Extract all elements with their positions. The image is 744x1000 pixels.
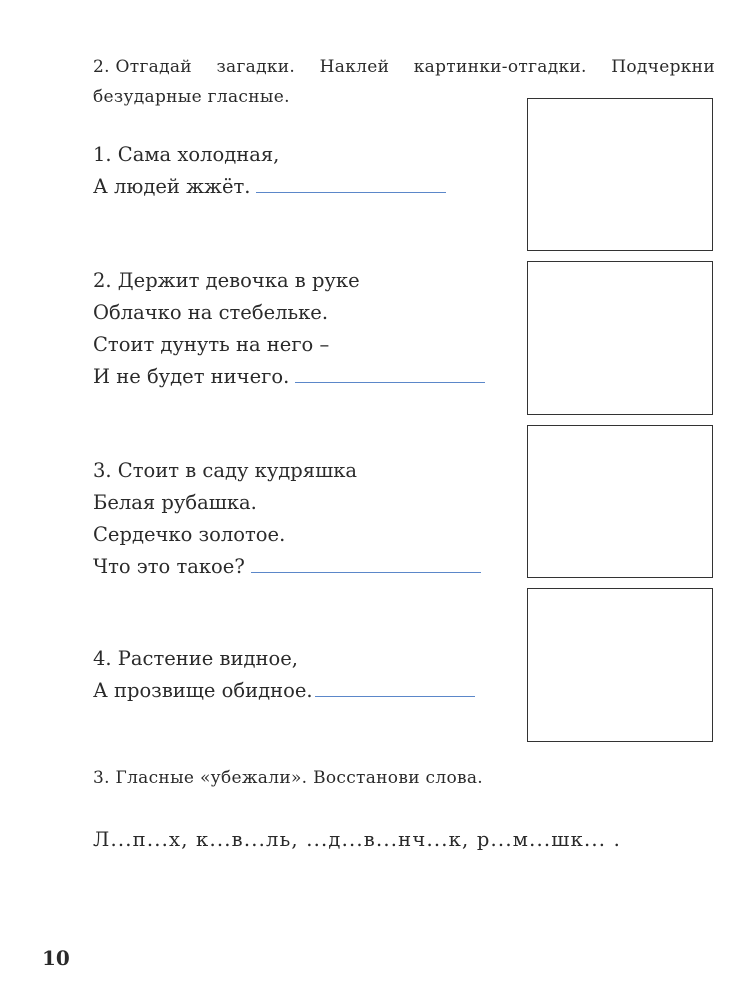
picture-box-3[interactable] [527,425,713,578]
picture-box-2[interactable] [527,261,713,415]
task2-word: Подчеркни [611,57,715,77]
riddle-line: Стоит дунуть на него – [93,333,330,356]
riddle-3 [93,455,481,583]
riddle-line: А людей жжёт. [93,171,446,203]
answer-line-2[interactable] [295,381,485,383]
riddle-line: 4. Растение видное, [93,647,298,670]
task2-instructions-line1 [93,52,715,82]
riddle-line: Белая рубашка. [93,491,257,514]
picture-box-1[interactable] [527,98,713,251]
task2-word: картинки-отгадки. [413,57,587,77]
answer-line-3[interactable] [251,571,481,573]
task3-words[interactable]: Л...п...х, к...в...ль, ...д...в...нч...к, р...м...шк... . [93,828,622,851]
riddle-line: Что это такое? [93,551,481,583]
riddle-4 [93,643,475,707]
riddle-line: 3. Стоит в саду кудряшка [93,459,358,482]
riddle-1 [93,139,446,203]
task2-word: загадки. [216,57,296,77]
picture-box-4[interactable] [527,588,713,742]
answer-line-1[interactable] [256,191,446,193]
task2-word: 2. Отгадай [93,57,192,77]
riddle-line: 1. Сама холодная, [93,143,280,166]
riddle-line: И не будет ничего. [93,361,485,393]
task2-word: Наклей [319,57,390,77]
riddle-line: Сердечко золотое. [93,523,286,546]
riddle-2 [93,265,485,393]
task2-instructions-line2: безударные гласные. [93,87,290,107]
page-number: 10 [42,946,70,970]
answer-line-4[interactable] [315,695,475,697]
riddle-line: А прозвище обидное. [93,675,475,707]
task3-instructions: 3. Гласные «убежали». Восстанови слова. [93,768,484,788]
riddle-line: Облачко на стебельке. [93,301,329,324]
riddle-line: 2. Держит девочка в руке [93,269,360,292]
